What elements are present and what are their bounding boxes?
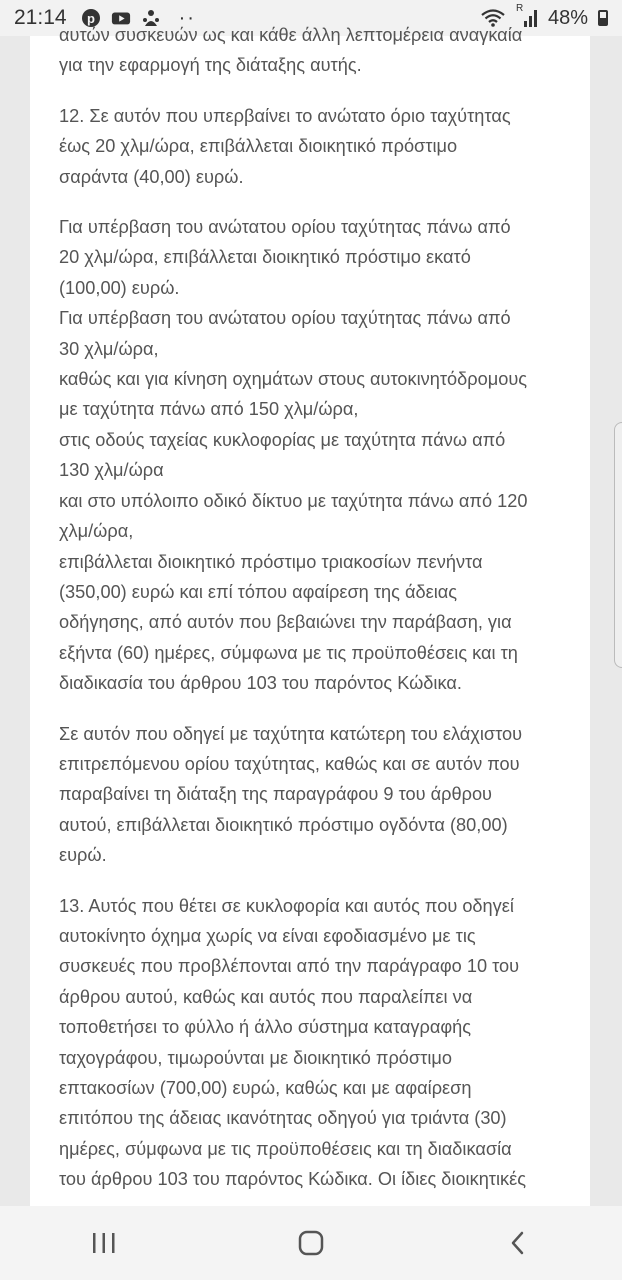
- paragraph-13: [59, 891, 565, 1195]
- text-line: ημέρες, σύμφωνα με τις προϋποθέσεις και τη διαδικασία: [59, 1138, 512, 1159]
- text-line: καθώς και για κίνηση οχημάτων στους αυτοκινητόδρομους: [59, 369, 528, 390]
- paragraph-min-speed: [59, 719, 565, 871]
- text-line: 12. Σε αυτόν που υπερβαίνει το ανώτατο όριο ταχύτητας: [59, 105, 511, 126]
- text-line: και στο υπόλοιπο οδικό δίκτυο με ταχύτητα πάνω από 120: [59, 490, 528, 511]
- recent-apps-button[interactable]: [74, 1213, 134, 1273]
- article-card: [30, 25, 590, 1206]
- text-line: (350,00) ευρώ και επί τόπου αφαίρεση της άδειας: [59, 581, 458, 602]
- navigation-bar: [0, 1206, 622, 1280]
- home-icon: [296, 1228, 326, 1258]
- text-line: επιτρεπόμενου ορίου ταχύτητας, καθώς και σε αυτόν που: [59, 753, 520, 774]
- text-line: Για υπέρβαση του ανώτατου ορίου ταχύτητας πάνω από: [59, 217, 511, 238]
- text-line: επιβάλλεται διοικητικό πρόστιμο τριακοσίων πενήντα: [59, 551, 483, 572]
- back-button[interactable]: [488, 1213, 548, 1273]
- network-badge: R: [515, 3, 524, 14]
- text-line: στις οδούς ταχείας κυκλοφορίας με ταχύτητα πάνω από: [59, 429, 506, 450]
- text-line: (100,00) ευρώ.: [59, 277, 180, 298]
- text-line: 130 χλμ/ώρα: [59, 460, 164, 481]
- text-line: ταχογράφου, τιμωρούνται με διοικητικό πρόστιμο: [59, 1047, 452, 1068]
- scrollbar-handle[interactable]: [614, 422, 622, 668]
- text-line: ευρώ.: [59, 845, 107, 866]
- text-line: 20 χλμ/ώρα, επιβάλλεται διοικητικό πρόστιμο εκατό: [59, 247, 471, 268]
- text-line: 30 χλμ/ώρα,: [59, 338, 159, 359]
- text-line: αυτού, επιβάλλεται διοικητικό πρόστιμο ογδόντα (80,00): [59, 814, 508, 835]
- text-line: εξήντα (60) ημέρες, σύμφωνα με τις προϋποθέσεις και τη: [59, 642, 518, 663]
- text-line: παραβαίνει τη διάταξη της παραγράφου 9 του άρθρου: [59, 784, 493, 805]
- text-line: σαράντα (40,00) ευρώ.: [59, 166, 244, 187]
- paragraph-12: [59, 101, 565, 192]
- battery-percent: 48%: [547, 6, 588, 29]
- text-line: επτακοσίων (700,00) ευρώ, καθώς και με αφαίρεση: [59, 1078, 472, 1098]
- text-line: 13. Αυτός που θέτει σε κυκλοφορία και αυτός που οδηγεί: [59, 895, 514, 916]
- home-button[interactable]: [281, 1213, 341, 1273]
- paragraph-speeding: [59, 212, 565, 699]
- text-line: του άρθρου 103 του παρόντος Κώδικα. Οι ίδιες διοικητικές: [59, 1169, 526, 1190]
- battery-icon: [598, 10, 608, 26]
- text-line: με ταχύτητα πάνω από 150 χλμ/ώρα,: [59, 399, 359, 420]
- article-body: [59, 20, 565, 1215]
- text-line: Σε αυτόν που οδηγεί με ταχύτητα κατώτερη του ελάχιστου: [59, 723, 523, 744]
- text-line: αυτοκίνητο όχημα χωρίς να είναι εφοδιασμένο με τις: [59, 925, 476, 946]
- text-line: άρθρου αυτού, καθώς και αυτός που παραλείπει να: [59, 986, 473, 1007]
- text-line: έως 20 χλμ/ώρα, επιβάλλεται διοικητικό πρόστιμο: [59, 136, 458, 157]
- svg-text:p: p: [86, 11, 95, 26]
- text-line: τοποθετήσει το φύλλο ή άλλο σύστημα καταγραφής: [59, 1017, 472, 1038]
- text-line: διαδικασία του άρθρου 103 του παρόντος Κώδικα.: [59, 673, 462, 694]
- text-line: για την εφαρμογή της διάταξης αυτής.: [59, 55, 362, 76]
- overflow-dots: ··: [178, 6, 196, 29]
- status-time: 21:14: [14, 6, 67, 29]
- text-line: επιτόπου της άδειας ικανότητας οδηγού για τριάντα (30): [59, 1108, 507, 1129]
- text-line: συσκευές που προβλέπονται από την παράγραφο 10 του: [59, 956, 520, 977]
- back-icon: [506, 1228, 530, 1258]
- text-line: χλμ/ώρα,: [59, 521, 134, 542]
- paragraph-1: [59, 20, 565, 81]
- text-line: αυτών συσκευών ως και κάθε άλλη λεπτομέρεια αναγκαία: [59, 25, 523, 45]
- recent-apps-icon: [90, 1230, 118, 1256]
- text-line: οδήγησης, από αυτόν που βεβαιώνει την παράβαση, για: [59, 612, 512, 633]
- text-line: Για υπέρβαση του ανώτατου ορίου ταχύτητας πάνω από: [59, 308, 511, 329]
